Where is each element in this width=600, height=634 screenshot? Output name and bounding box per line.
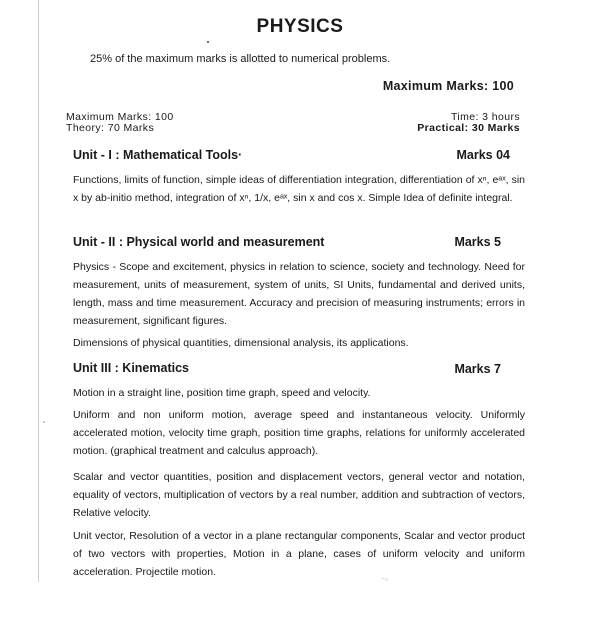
- scan-speck: [43, 421, 45, 423]
- unit-3-content-2: [73, 406, 525, 460]
- scan-smudge: ⁻◦: [381, 575, 389, 584]
- page-edge-rule: [38, 0, 39, 582]
- unit-2-content: [73, 258, 525, 330]
- unit-3-content-1: [73, 384, 525, 402]
- unit-3-paragraph: Unit vector, Resolution of a vector in a plane rectangular components, Scalar and vector product of two vectors with properties, Motion in a plane, cases of uniform velocity and uniform acceleration. Projectile motion.: [73, 530, 525, 578]
- unit-3-content-3: [73, 468, 525, 522]
- unit-2-heading: Unit - II : Physical world and measurement: [73, 235, 325, 249]
- unit-2-paragraph: Dimensions of physical quantities, dimensional analysis, its applications.: [73, 337, 409, 349]
- unit-1-content: [73, 171, 525, 207]
- meta-time: Time: 3 hours: [451, 111, 520, 123]
- unit-3-paragraph: Uniform and non uniform motion, average speed and instantaneous velocity. Uniformly accelerated motion, velocity time graph, position time graphs, relations for uniformly accelerated motion. (graphical treatment and calculus approach).: [73, 409, 525, 457]
- unit-3-heading: Unit III : Kinematics: [73, 361, 189, 375]
- unit-1-marks: Marks 04: [456, 148, 510, 162]
- unit-3-paragraph: Motion in a straight line, position time graph, speed and velocity.: [73, 387, 371, 399]
- unit-2-marks: Marks 5: [454, 235, 501, 249]
- page-title: PHYSICS: [256, 16, 344, 37]
- scan-speck: [207, 41, 209, 43]
- meta-maximum-marks: Maximum Marks: 100: [66, 111, 174, 123]
- unit-3-marks: Marks 7: [454, 362, 501, 376]
- unit-2-content-extra: [73, 334, 525, 352]
- meta-practical-marks: Practical: 30 Marks: [417, 122, 520, 134]
- unit-1-paragraph: Functions, limits of function, simple ideas of differentiation integration, differentiation of xⁿ, eᵃˣ, sin x by ab-initio method, integration of xⁿ, 1/x, eᵃˣ, sin x and cos x. Simple Idea of definite integral.: [73, 174, 525, 204]
- unit-2-paragraph: Physics - Scope and excitement, physics in relation to science, society and technology. Need for measurement, units of measurement, system of units, SI Units, fundamental and derived units, length, mass and time measurement. Accuracy and precision of measuring instruments; errors in measurement, significant figures.: [73, 261, 525, 327]
- unit-3-paragraph: Scalar and vector quantities, position and displacement vectors, general vector and notation, equality of vectors, multiplication of vectors by a real number, addition and subtraction of vectors, Relative velocity.: [73, 471, 525, 519]
- unit-3-content-4: [73, 527, 525, 581]
- unit-1-heading: Unit - I : Mathematical Tools·: [73, 148, 243, 162]
- meta-theory-marks: Theory: 70 Marks: [66, 122, 155, 134]
- maximum-marks-heading: Maximum Marks: 100: [382, 79, 514, 93]
- intro-note: 25% of the maximum marks is allotted to numerical problems.: [90, 53, 391, 65]
